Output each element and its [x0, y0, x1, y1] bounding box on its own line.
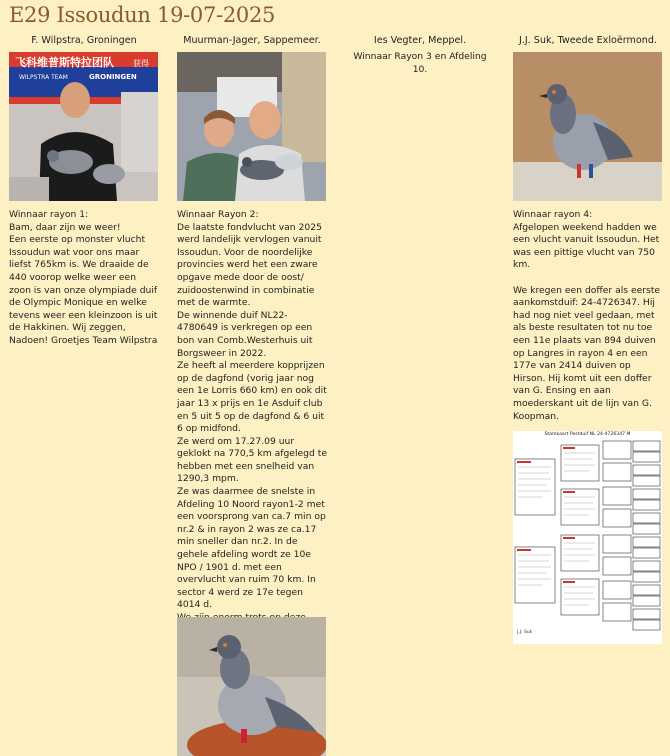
- report-text: Winnaar Rayon 3 en Afdeling 10.: [353, 51, 487, 75]
- report-text: Winnaar rayon 4: Afgelopen weekend hadden we een vlucht vanuit Issoudun. Het was een pittige vlucht van 750 km. We kregen een doffer als eerste aankomstduif: 24-4726347. Hij had nog niet veel gedaan, met als beste resultaten tot nu toe een 11e plaats van 894 duiven op Langres in rayon 4 en een 177e van 2414 duiven op Hirson. Hij komt uit een doffer van G. Ensing en aan moederskant uit de lijn van G. Koopman.: [513, 209, 661, 422]
- banner-text: 飞科维普斯特拉团队: [15, 56, 114, 69]
- team-photo: [9, 52, 158, 201]
- report-text: Winnaar rayon 1: Bam, daar zijn we weer! Een eerste op monster vlucht Issoudun wat voor ons maar liefst 765km is. We draaide de 440 voorop welke weer een zoon is van onze olympiade duif de Olympic Monique en welke tevens weer een kleinzoon is uit de Hakkinen. Wij zeggen, Nadoen! Groetjes Team Wilpstra: [9, 209, 158, 346]
- duo-photo: [177, 52, 326, 201]
- report-text: Winnaar Rayon 2: De laatste fondvlucht van 2025 werd landelijk vervlogen vanuit Issoudun. Voor de noordelijke provincies werd het een zware opgave mede door de oost/ zuidoostenwind in combinatie met de warmte. De winnende duif NL22-4780649 is verkregen op een bon van Comb.Westerhuis uit Borgsweer in 2022. Ze heeft al meerdere kopprijzen op de dagfond (vorig jaar nog een 1e Lorris 660 km) en ook dit jaar 13 x prijs en 1e Asduif club en 5 uit 5 op de dagfond & 6 uit 6 op midfond. Ze werd om 17.27.09 uur geklokt na 770,5 km afgelegd te hebben met een snelheid van 1290,3 mpm. Ze was daarmee de snelste in Afdeling 10 Noord rayon1-2 met een voorsprong van ca.7 min op nr.2 & in rayon 2 was ze ca.17 min sneller dan nr.2. In de gehele afdeling wordt ze 10e NPO / 1901 d. met een overvlucht van ruim 70 km. In sector 4 werd ze 17e tegen 4014 d.: [177, 209, 328, 611]
- pigeon-photo-2: [177, 617, 326, 756]
- column-vegter: [345, 34, 495, 76]
- banner-sub: WILPSTRA TEAM: [19, 74, 68, 81]
- pedigree-title: Stamkaart Postduif NL 24-4726347 M: [544, 432, 631, 438]
- fancier-name: Ies Vegter, Meppel.: [373, 35, 467, 46]
- page-title: E29 Issoudun 19-07-2025: [9, 3, 276, 27]
- banner-city: GRONINGEN: [89, 73, 137, 81]
- banner-badge: 获得: [133, 59, 149, 68]
- column-muurman-jager: [177, 34, 327, 662]
- pigeon-photo: [513, 52, 662, 201]
- pedigree-diagram: [513, 437, 662, 637]
- pedigree-card: [513, 431, 662, 644]
- column-suk: [513, 34, 663, 644]
- fancier-name: F. Wilpstra, Groningen: [31, 35, 137, 46]
- column-wilpstra: [9, 34, 159, 348]
- fancier-name: Muurman-Jager, Sappemeer.: [183, 35, 321, 46]
- fancier-name: J.J. Suk, Tweede Exloërmond.: [519, 35, 657, 46]
- pedigree-footer: J.J. Suk: [517, 630, 533, 636]
